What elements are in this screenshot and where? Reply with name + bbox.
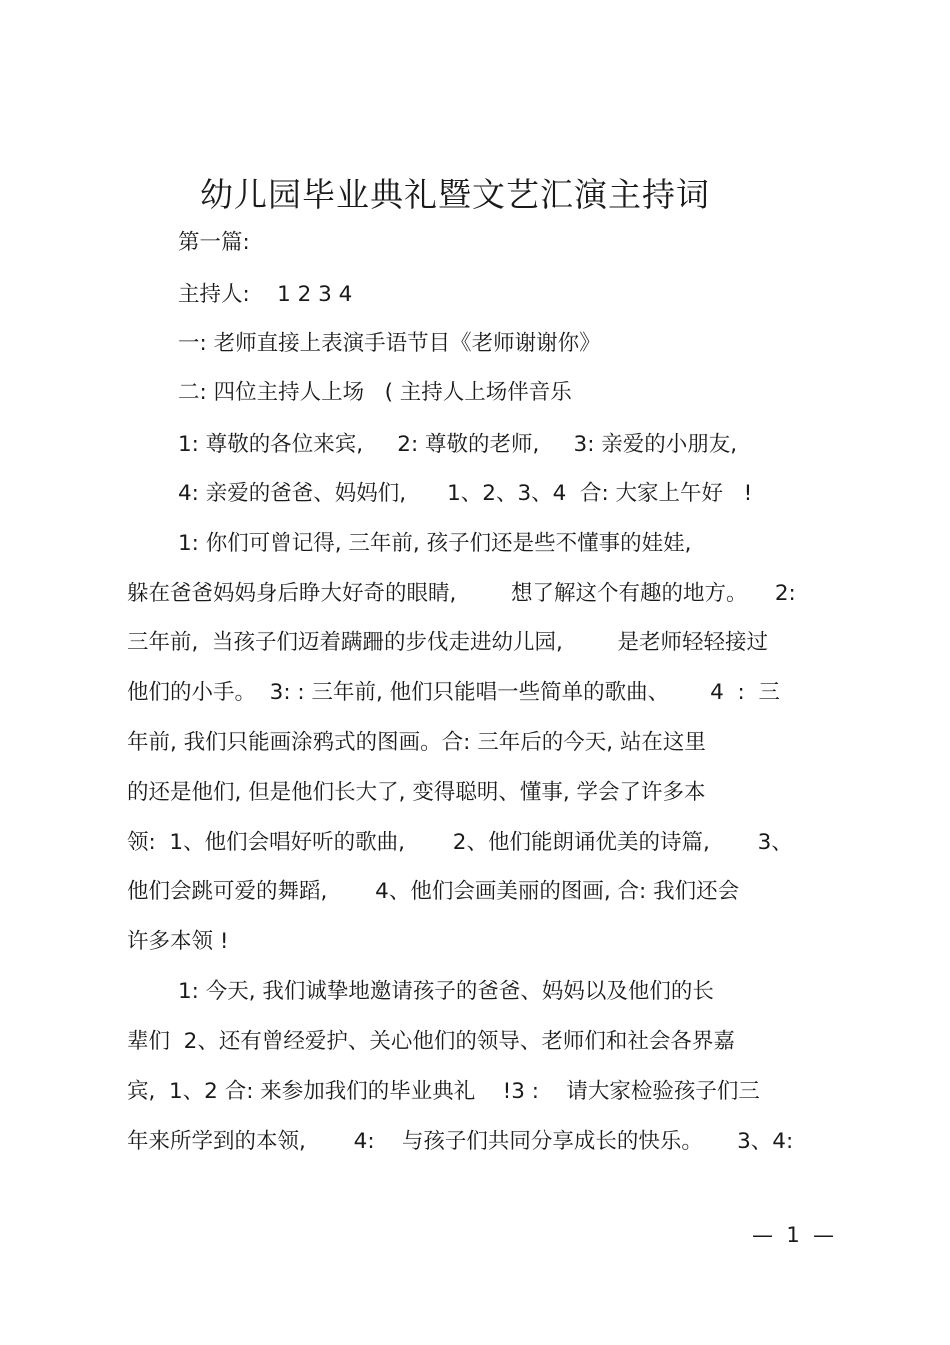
paragraph-line: 领: 1、他们会唱好听的歌曲, 2、他们能朗诵优美的诗篇, 3、 (127, 830, 793, 855)
section-heading: 第一篇: (178, 230, 250, 255)
page-number: — 1 — (752, 1223, 835, 1247)
program-item-1: 一: 老师直接上表演手语节目《老师谢谢你》 (178, 331, 601, 356)
paragraph-line: 年来所学到的本领, 4: 与孩子们共同分享成长的快乐。 3、4: (127, 1129, 794, 1154)
paragraph-line: 1: 你们可曾记得, 三年前, 孩子们还是些不懂事的娃娃, (178, 531, 692, 556)
paragraph-line: 4: 亲爱的爸爸、妈妈们, 1、2、3、4 合: 大家上午好 ! (178, 481, 753, 506)
paragraph-line: 宾, 1、2 合: 来参加我们的毕业典礼 !3 : 请大家检验孩子们三 (127, 1079, 760, 1104)
paragraph-line: 的还是他们, 但是他们长大了, 变得聪明、懂事, 学会了许多本 (127, 780, 706, 805)
paragraph-line: 许多本领 ! (127, 929, 229, 954)
paragraph-line: 年前, 我们只能画涂鸦式的图画。合: 三年后的今天, 站在这里 (127, 730, 706, 755)
paragraph-line: 1: 今天, 我们诚挚地邀请孩子的爸爸、妈妈以及他们的长 (178, 979, 714, 1004)
paragraph-line: 躲在爸爸妈妈身后睁大好奇的眼睛, 想了解这个有趣的地方。 2: (127, 581, 796, 606)
paragraph-line: 三年前, 当孩子们迈着蹒跚的步伐走进幼儿园, 是老师轻轻接过 (127, 630, 769, 655)
paragraph-line: 1: 尊敬的各位来宾, 2: 尊敬的老师, 3: 亲爱的小朋友, (178, 432, 738, 457)
paragraph-line: 他们的小手。 3: : 三年前, 他们只能唱一些简单的歌曲、 4 : 三 (127, 680, 780, 705)
host-line: 主持人: 1 2 3 4 (178, 282, 353, 307)
paragraph-line: 他们会跳可爱的舞蹈, 4、他们会画美丽的图画, 合: 我们还会 (127, 879, 740, 904)
document-title: 幼儿园毕业典礼暨文艺汇演主持词 (200, 175, 710, 214)
program-item-2: 二: 四位主持人上场 ( 主持人上场伴音乐 (178, 380, 572, 405)
paragraph-line: 辈们 2、还有曾经爱护、关心他们的领导、老师们和社会各界嘉 (127, 1029, 735, 1054)
